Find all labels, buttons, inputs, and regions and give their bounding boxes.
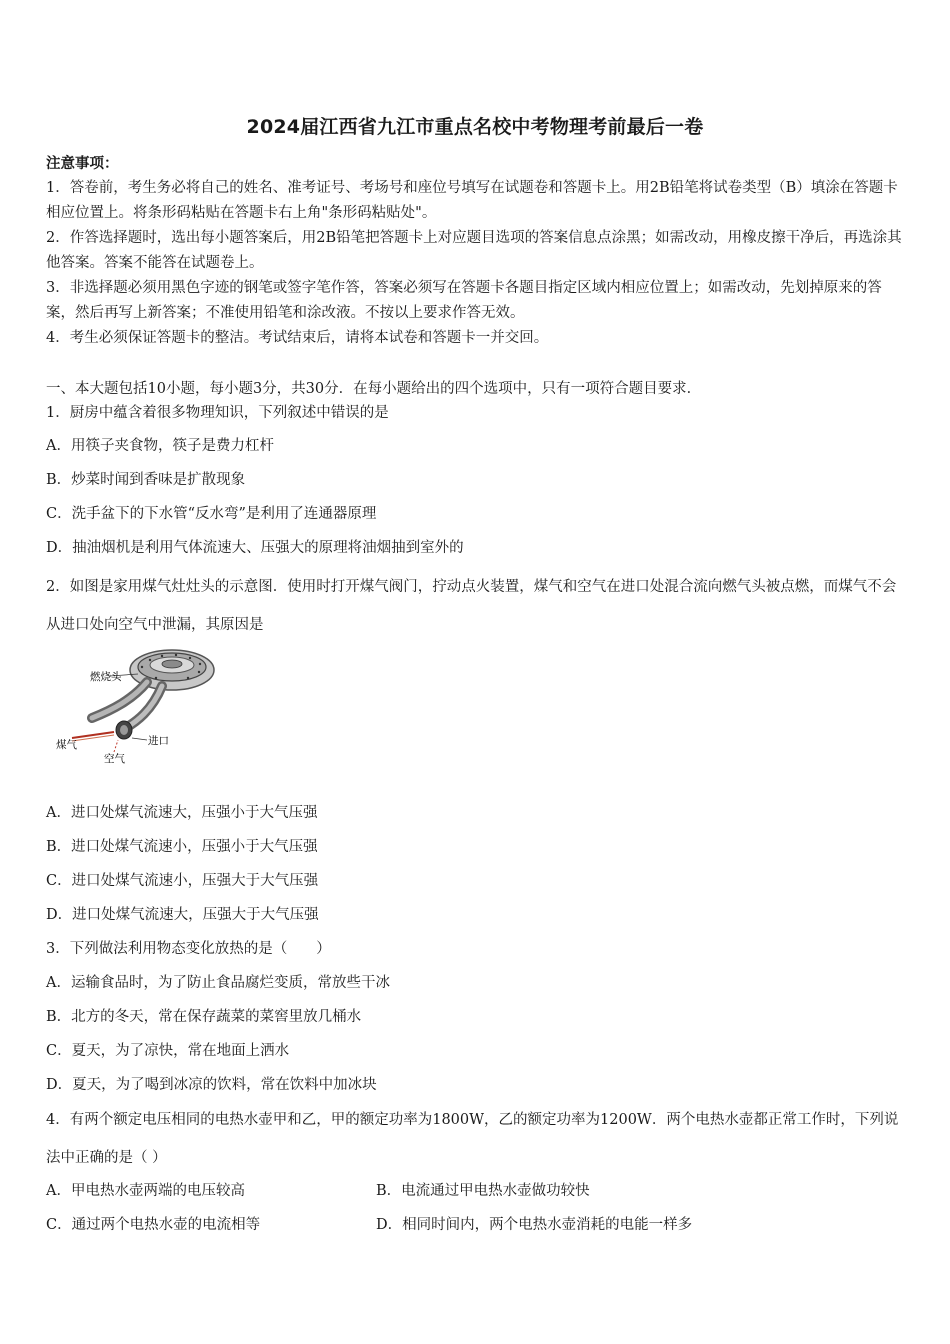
page-title: 2024届江西省九江市重点名校中考物理考前最后一卷 <box>246 116 704 138</box>
notice-item-1: 1．答卷前，考生务必将自己的姓名、准考证号、考场号和座位号填写在试题卷和答题卡上。用2B铅笔将试卷类型（B）填涂在答题卡相应位置上。将条形码粘贴在答题卡右上角"条形码粘贴处"。 <box>46 180 898 221</box>
section-heading: 一、本大题包括10小题，每小题3分，共30分．在每小题给出的四个选项中，只有一项符合题目要求． <box>46 381 702 397</box>
question-1-option-b: B．炒菜时闻到香味是扩散现象 <box>46 472 246 488</box>
question-1-option-d: D．抽油烟机是利用气体流速大、压强大的原理将油烟抽到室外的 <box>46 540 464 556</box>
notice-item-2: 2．作答选择题时，选出每小题答案后，用2B铅笔把答题卡上对应题目选项的答案信息点涂黑；如需改动，用橡皮擦干净后，再选涂其他答案。答案不能答在试题卷上。 <box>46 230 902 271</box>
question-3-option-d: D．夏天，为了喝到冰凉的饮料，常在饮料中加冰块 <box>46 1077 377 1093</box>
notice-item-3: 3．非选择题必须用黑色字迹的钢笔或签字笔作答，答案必须写在答题卡各题目指定区域内相应位置上；如需改动，先划掉原来的答案，然后再写上新答案；不准使用铅笔和涂改液。不按以上要求作答无效。 <box>46 280 882 321</box>
label-gas: 煤气 <box>56 739 77 751</box>
question-4-option-b: B．电流通过甲电热水壶做功较快 <box>376 1183 590 1199</box>
label-inlet: 进口 <box>148 735 169 747</box>
question-3-option-b: B．北方的冬天，常在保存蔬菜的菜窖里放几桶水 <box>46 1009 362 1025</box>
question-3-option-c: C．夏天，为了凉快，常在地面上洒水 <box>46 1043 290 1059</box>
label-air: 空气 <box>104 753 125 765</box>
question-2-option-d: D．进口处煤气流速大，压强大于大气压强 <box>46 907 319 923</box>
question-4-option-c: C．通过两个电热水壶的电流相等 <box>46 1217 261 1233</box>
question-1-option-c: C．洗手盆下的下水管“反水弯”是利用了连通器原理 <box>46 506 377 522</box>
question-2-stem: 2．如图是家用煤气灶灶头的示意图．使用时打开煤气阀门，拧动点火装置，煤气和空气在进口处混合流向燃气头被点燃，而煤气不会从进口处向空气中泄漏，其原因是 <box>46 579 897 633</box>
question-1-option-a: A．用筷子夹食物，筷子是费力杠杆 <box>46 438 274 454</box>
question-3-stem: 3．下列做法利用物态变化放热的是（ ） <box>46 941 331 957</box>
question-3-option-a: A．运输食品时，为了防止食品腐烂变质，常放些干冰 <box>46 975 390 991</box>
gas-stove-burner-figure <box>52 640 242 770</box>
label-burner: 燃烧头 <box>90 671 122 683</box>
notice-heading: 注意事项： <box>46 155 119 172</box>
question-1-stem: 1．厨房中蕴含着很多物理知识，下列叙述中错误的是 <box>46 405 389 421</box>
question-2-option-c: C．进口处煤气流速小，压强大于大气压强 <box>46 873 319 889</box>
question-2-option-a: A．进口处煤气流速大，压强小于大气压强 <box>46 805 318 821</box>
burner-illustration <box>52 640 242 770</box>
question-4-option-d: D．相同时间内，两个电热水壶消耗的电能一样多 <box>376 1217 693 1233</box>
question-4-stem: 4．有两个额定电压相同的电热水壶甲和乙，甲的额定功率为1800W，乙的额定功率为1200W．两个电热水壶都正常工作时，下列说法中正确的是（ ） <box>46 1112 899 1166</box>
notice-item-4: 4．考生必须保证答题卡的整洁。考试结束后，请将本试卷和答题卡一并交回。 <box>46 330 549 346</box>
question-2-option-b: B．进口处煤气流速小，压强小于大气压强 <box>46 839 318 855</box>
question-4-option-a: A．甲电热水壶两端的电压较高 <box>46 1183 245 1199</box>
